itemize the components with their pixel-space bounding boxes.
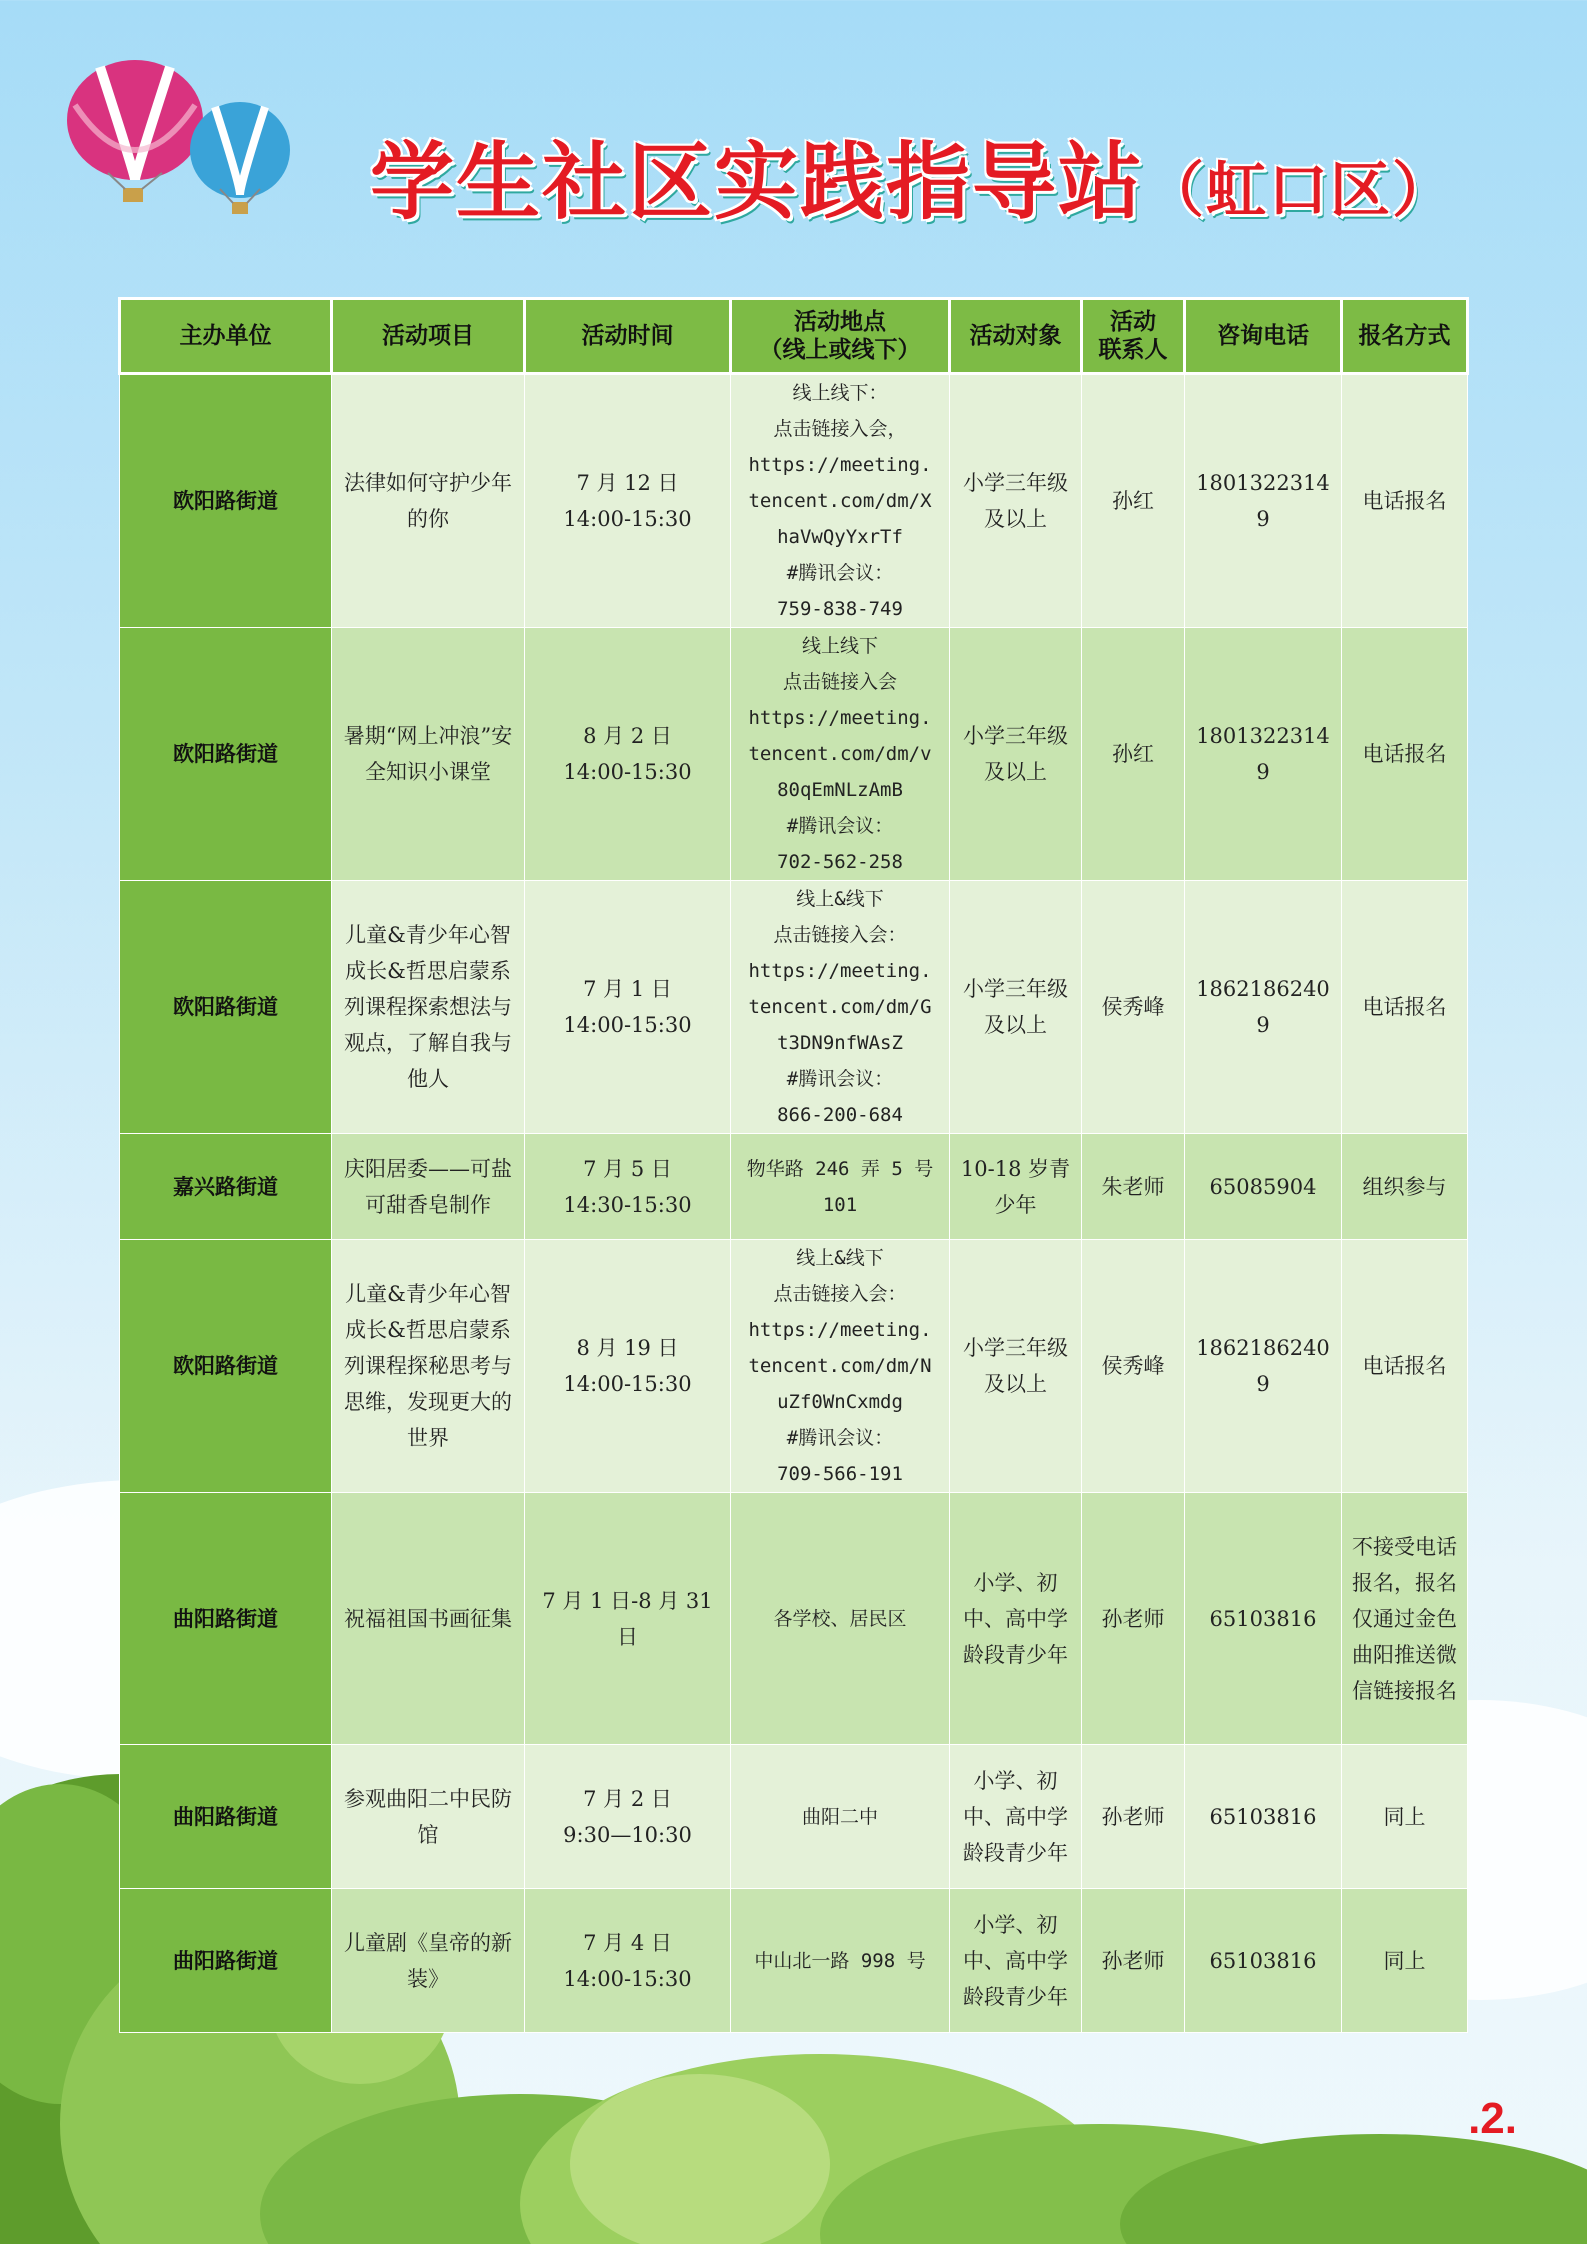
cell-location-line: #腾讯会议： xyxy=(786,815,894,837)
cell-location-line: tencent.com/dm/X xyxy=(748,490,932,512)
cell-location-line: tencent.com/dm/G xyxy=(748,996,932,1018)
cell-location-line: 759-838-749 xyxy=(777,598,903,620)
cell-location-line: 点击链接入会 xyxy=(782,671,897,693)
cell-location xyxy=(731,374,950,628)
cell-audience: 小学、初中、高中学龄段青少年 xyxy=(950,1493,1082,1745)
cell-phone: 65103816 xyxy=(1185,1745,1342,1889)
cell-time xyxy=(525,1240,731,1493)
cell-signup: 电话报名 xyxy=(1342,374,1468,628)
table-row xyxy=(120,1493,1468,1745)
table-row xyxy=(120,1134,1468,1240)
column-header: 活动项目 xyxy=(332,299,525,374)
cell-audience: 小学、初中、高中学龄段青少年 xyxy=(950,1745,1082,1889)
column-header: 主办单位 xyxy=(120,299,332,374)
column-header: 活动地点 （线上或线下） xyxy=(731,299,950,374)
cell-project: 法律如何守护少年的你 xyxy=(332,374,525,628)
cell-time xyxy=(525,1134,731,1240)
table-header-row xyxy=(120,299,1468,374)
cell-location xyxy=(731,1745,950,1889)
cell-location xyxy=(731,1240,950,1493)
cell-location-line: t3DN9nfWAsZ xyxy=(777,1032,903,1054)
cell-location-line: 物华路 246 弄 5 号 xyxy=(746,1157,934,1180)
cell-location-line: 中山北一路 998 号 xyxy=(754,1949,926,1972)
cell-time-line: 14:00-15:30 xyxy=(563,1966,692,1991)
cell-location-line: tencent.com/dm/v xyxy=(748,743,932,765)
cell-location-line: 线上线下： xyxy=(792,382,888,404)
cell-organizer: 欧阳路街道 xyxy=(120,374,332,628)
cell-contact: 朱老师 xyxy=(1082,1134,1185,1240)
cell-signup: 同上 xyxy=(1342,1745,1468,1889)
cell-audience: 小学三年级及以上 xyxy=(950,628,1082,881)
cell-phone: 18621862409 xyxy=(1185,1240,1342,1493)
cell-time xyxy=(525,374,731,628)
cell-audience: 小学三年级及以上 xyxy=(950,374,1082,628)
cell-signup: 电话报名 xyxy=(1342,881,1468,1134)
cell-location-line: #腾讯会议： xyxy=(786,562,894,584)
cell-location-line: 80qEmNLzAmB xyxy=(777,779,903,801)
cell-organizer: 曲阳路街道 xyxy=(120,1745,332,1889)
cell-location xyxy=(731,1889,950,2033)
cell-location xyxy=(731,881,950,1134)
table-row xyxy=(120,1745,1468,1889)
table-row xyxy=(120,1240,1468,1493)
cell-location xyxy=(731,1493,950,1745)
activity-table xyxy=(118,297,1469,2033)
cell-location-line: haVwQyYxrTf xyxy=(777,526,903,548)
column-header: 活动 联系人 xyxy=(1082,299,1185,374)
cell-time-line: 7 月 1 日-8 月 31 日 xyxy=(542,1588,713,1649)
cell-location-line: tencent.com/dm/N xyxy=(748,1355,932,1377)
cell-contact: 孙老师 xyxy=(1082,1493,1185,1745)
column-header: 活动时间 xyxy=(525,299,731,374)
cell-signup: 组织参与 xyxy=(1342,1134,1468,1240)
column-header: 活动对象 xyxy=(950,299,1082,374)
cell-audience: 小学三年级及以上 xyxy=(950,881,1082,1134)
cell-location-line: 点击链接入会： xyxy=(773,924,907,946)
cell-organizer: 嘉兴路街道 xyxy=(120,1134,332,1240)
cell-location-line: 101 xyxy=(822,1193,858,1216)
cell-organizer: 欧阳路街道 xyxy=(120,881,332,1134)
cell-contact: 孙老师 xyxy=(1082,1745,1185,1889)
cell-organizer: 曲阳路街道 xyxy=(120,1493,332,1745)
title-district: （虹口区） xyxy=(1144,156,1455,226)
column-header: 咨询电话 xyxy=(1185,299,1342,374)
cell-phone: 65103816 xyxy=(1185,1889,1342,2033)
cell-time-line: 7 月 5 日 xyxy=(583,1156,672,1181)
cell-time-line: 8 月 2 日 xyxy=(583,724,672,748)
cell-time xyxy=(525,1889,731,2033)
cell-contact: 侯秀峰 xyxy=(1082,1240,1185,1493)
cell-location xyxy=(731,628,950,881)
cell-location-line: 曲阳二中 xyxy=(801,1805,878,1828)
cell-location-line: 线上&线下 xyxy=(796,888,884,910)
cell-phone: 18013223149 xyxy=(1185,628,1342,881)
page-title xyxy=(370,115,1454,236)
cell-project: 儿童剧《皇帝的新装》 xyxy=(332,1889,525,2033)
cell-location-line: 709-566-191 xyxy=(777,1463,903,1485)
cell-location-line: 线上线下 xyxy=(801,635,878,657)
cell-location-line: https://meeting. xyxy=(748,1319,932,1341)
cell-organizer: 欧阳路街道 xyxy=(120,628,332,881)
cell-project: 祝福祖国书画征集 xyxy=(332,1493,525,1745)
cell-phone: 65085904 xyxy=(1185,1134,1342,1240)
cell-location-line: #腾讯会议： xyxy=(786,1427,894,1449)
cell-time-line: 9:30—10:30 xyxy=(563,1822,692,1847)
title-main: 学生社区实践指导站 xyxy=(370,133,1145,231)
cell-phone: 65103816 xyxy=(1185,1493,1342,1745)
cell-phone: 18013223149 xyxy=(1185,374,1342,628)
table-row xyxy=(120,628,1468,881)
cell-location xyxy=(731,1134,950,1240)
cell-time xyxy=(525,628,731,881)
table-row xyxy=(120,1889,1468,2033)
cell-time xyxy=(525,1493,731,1745)
cell-contact: 孙红 xyxy=(1082,374,1185,628)
cell-project: 儿童&青少年心智成长&哲思启蒙系列课程探索想法与观点，了解自我与他人 xyxy=(332,881,525,1134)
column-header: 报名方式 xyxy=(1342,299,1468,374)
cell-signup: 电话报名 xyxy=(1342,1240,1468,1493)
cell-time xyxy=(525,881,731,1134)
cell-organizer: 欧阳路街道 xyxy=(120,1240,332,1493)
cell-location-line: 866-200-684 xyxy=(777,1104,903,1126)
cell-signup: 电话报名 xyxy=(1342,628,1468,881)
cell-phone: 18621862409 xyxy=(1185,881,1342,1134)
cell-location-line: uZf0WnCxmdg xyxy=(777,1391,903,1413)
cell-audience: 小学三年级及以上 xyxy=(950,1240,1082,1493)
cell-organizer: 曲阳路街道 xyxy=(120,1889,332,2033)
cell-project: 暑期“网上冲浪”安全知识小课堂 xyxy=(332,628,525,881)
cell-location-line: https://meeting. xyxy=(748,454,932,476)
cell-project: 庆阳居委——可盐可甜香皂制作 xyxy=(332,1134,525,1240)
cell-location-line: 线上&线下 xyxy=(796,1247,884,1269)
cell-location-line: 点击链接入会， xyxy=(773,418,907,440)
cell-location-line: 点击链接入会： xyxy=(773,1283,907,1305)
page-number: .2. xyxy=(1468,2094,1517,2143)
cell-signup: 不接受电话报名，报名仅通过金色曲阳推送微信链接报名 xyxy=(1342,1493,1468,1745)
cell-time-line: 7 月 12 日 xyxy=(576,471,679,495)
cell-time-line: 14:00-15:30 xyxy=(563,1013,692,1037)
cell-contact: 孙老师 xyxy=(1082,1889,1185,2033)
cell-location-line: https://meeting. xyxy=(748,960,932,982)
cell-project: 参观曲阳二中民防馆 xyxy=(332,1745,525,1889)
cell-signup: 同上 xyxy=(1342,1889,1468,2033)
cell-contact: 侯秀峰 xyxy=(1082,881,1185,1134)
cell-time-line: 14:00-15:30 xyxy=(563,1372,692,1396)
cell-audience: 10-18 岁青少年 xyxy=(950,1134,1082,1240)
cell-location-line: https://meeting. xyxy=(748,707,932,729)
cell-time-line: 7 月 2 日 xyxy=(583,1786,672,1811)
cell-time-line: 7 月 4 日 xyxy=(583,1930,672,1955)
cell-location-line: 702-562-258 xyxy=(777,851,903,873)
cell-contact: 孙红 xyxy=(1082,628,1185,881)
cell-audience: 小学、初中、高中学龄段青少年 xyxy=(950,1889,1082,2033)
cell-time-line: 14:30-15:30 xyxy=(563,1192,692,1217)
cell-time-line: 14:00-15:30 xyxy=(563,507,692,531)
cell-time-line: 7 月 1 日 xyxy=(583,977,672,1001)
table-row xyxy=(120,374,1468,628)
cell-project: 儿童&青少年心智成长&哲思启蒙系列课程探秘思考与思维，发现更大的世界 xyxy=(332,1240,525,1493)
cell-location-line: 各学校、居民区 xyxy=(773,1607,907,1630)
cell-time-line: 14:00-15:30 xyxy=(563,760,692,784)
cell-time xyxy=(525,1745,731,1889)
table-row xyxy=(120,881,1468,1134)
cell-location-line: #腾讯会议： xyxy=(786,1068,894,1090)
cell-time-line: 8 月 19 日 xyxy=(576,1336,679,1360)
hot-air-balloon-icon xyxy=(60,55,300,225)
